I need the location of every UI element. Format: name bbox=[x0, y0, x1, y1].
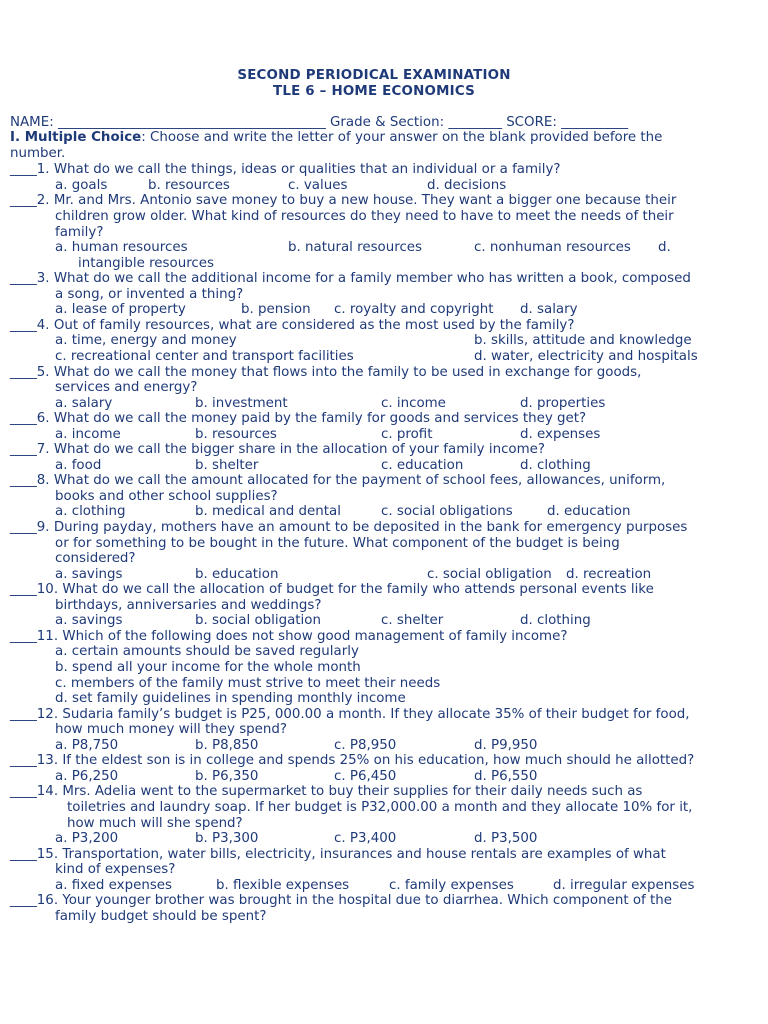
q6-option-a: a. income bbox=[55, 427, 121, 442]
q6-option-c: c. profit bbox=[381, 427, 433, 442]
q10-option-a: a. savings bbox=[55, 613, 123, 628]
q8-option-a: a. clothing bbox=[55, 504, 126, 519]
q2-option-a: a. human resources bbox=[55, 240, 188, 255]
q7-option-c: c. education bbox=[381, 458, 464, 473]
q9-option-d: d. recreation bbox=[566, 567, 652, 582]
q15-option-c: c. family expenses bbox=[389, 878, 514, 893]
question-12-line-2: how much money will they spend? bbox=[55, 722, 288, 737]
q3-option-a: a. lease of property bbox=[55, 302, 186, 317]
section-heading: I. Multiple Choice bbox=[10, 130, 142, 145]
question-6: ____6. What do we call the money paid by the family for goods and services they get? bbox=[10, 411, 587, 426]
question-15: ____15. Transportation, water bills, electricity, insurances and house rentals are examples of what bbox=[10, 847, 666, 862]
q11-option-d: d. set family guidelines in spending monthly income bbox=[55, 691, 406, 706]
q11-option-a: a. certain amounts should be saved regularly bbox=[55, 644, 359, 659]
q10-option-d: d. clothing bbox=[520, 613, 591, 628]
question-14-line-3: how much will she spend? bbox=[67, 816, 243, 831]
question-16: ____16. Your younger brother was brought in the hospital due to diarrhea. Which component of the bbox=[10, 893, 672, 908]
question-5: ____5. What do we call the money that flows into the family to be used in exchange for goods, bbox=[10, 365, 642, 380]
q9-option-a: a. savings bbox=[55, 567, 123, 582]
q14-option-b: b. P3,300 bbox=[195, 831, 259, 846]
q12-option-b: b. P8,850 bbox=[195, 738, 259, 753]
question-3: ____3. What do we call the additional income for a family member who has written a book, composed bbox=[10, 271, 691, 286]
q12-option-c: c. P8,950 bbox=[334, 738, 397, 753]
exam-subject: TLE 6 – HOME ECONOMICS bbox=[273, 84, 475, 99]
score-label: SCORE: __________ bbox=[506, 115, 629, 130]
q3-option-c: c. royalty and copyright bbox=[334, 302, 494, 317]
q7-option-a: a. food bbox=[55, 458, 102, 473]
q1-option-d: d. decisions bbox=[427, 178, 507, 193]
name-field-label: NAME: ________________________________________ bbox=[10, 115, 326, 130]
q1-option-c: c. values bbox=[288, 178, 348, 193]
section-instructions: : Choose and write the letter of your answer on the blank provided before the bbox=[141, 130, 663, 145]
q10-option-c: c. shelter bbox=[381, 613, 444, 628]
question-8: ____8. What do we call the amount allocated for the payment of school fees, allowances, uniform, bbox=[10, 473, 666, 488]
question-14-line-2: toiletries and laundry soap. If her budget is P32,000.00 a month and they allocate 10% for it, bbox=[67, 800, 693, 815]
q13-option-a: a. P6,250 bbox=[55, 769, 119, 784]
question-2: ____2. Mr. and Mrs. Antonio save money to buy a new house. They want a bigger one because their bbox=[10, 193, 677, 208]
q4-option-b: b. skills, attitude and knowledge bbox=[474, 333, 692, 348]
question-12: ____12. Sudaria family’s budget is P25, 000.00 a month. If they allocate 35% of their budget for food, bbox=[10, 707, 690, 722]
q1-option-a: a. goals bbox=[55, 178, 108, 193]
question-11: ____11. Which of the following does not show good management of family income? bbox=[10, 629, 568, 644]
q5-option-d: d. properties bbox=[520, 396, 606, 411]
q6-option-b: b. resources bbox=[195, 427, 277, 442]
q13-option-d: d. P6,550 bbox=[474, 769, 538, 784]
q3-option-b: b. pension bbox=[241, 302, 311, 317]
q2-option-d-text: intangible resources bbox=[78, 256, 214, 271]
q8-option-c: c. social obligations bbox=[381, 504, 513, 519]
q15-option-d: d. irregular expenses bbox=[553, 878, 695, 893]
section-instructions-cont: number. bbox=[10, 146, 66, 161]
q1-option-b: b. resources bbox=[148, 178, 230, 193]
question-4: ____4. Out of family resources, what are considered as the most used by the family? bbox=[10, 318, 575, 333]
q6-option-d: d. expenses bbox=[520, 427, 601, 442]
q3-option-d: d. salary bbox=[520, 302, 578, 317]
question-9-line-2: or for something to be bought in the future. What component of the budget is being bbox=[55, 536, 620, 551]
question-9-line-3: considered? bbox=[55, 551, 136, 566]
q12-option-d: d. P9,950 bbox=[474, 738, 538, 753]
q15-option-a: a. fixed expenses bbox=[55, 878, 173, 893]
question-10: ____10. What do we call the allocation of budget for the family who attends personal events like bbox=[10, 582, 654, 597]
question-5-line-2: services and energy? bbox=[55, 380, 198, 395]
question-15-line-2: kind of expenses? bbox=[55, 862, 176, 877]
q7-option-d: d. clothing bbox=[520, 458, 591, 473]
student-info-row bbox=[10, 115, 628, 131]
question-8-line-2: books and other school supplies? bbox=[55, 489, 278, 504]
q13-option-b: b. P6,350 bbox=[195, 769, 259, 784]
question-14: ____14. Mrs. Adelia went to the supermarket to buy their supplies for their daily needs such as bbox=[10, 784, 643, 799]
question-7: ____7. What do we call the bigger share in the allocation of your family income? bbox=[10, 442, 546, 457]
q8-option-b: b. medical and dental bbox=[195, 504, 341, 519]
q9-option-b: b. education bbox=[195, 567, 279, 582]
question-10-line-2: birthdays, anniversaries and weddings? bbox=[55, 598, 322, 613]
q15-option-b: b. flexible expenses bbox=[216, 878, 350, 893]
question-1: ____1. What do we call the things, ideas or qualities that an individual or a family? bbox=[10, 162, 561, 177]
question-2-line-3: family? bbox=[55, 225, 104, 240]
question-9: ____9. During payday, mothers have an amount to be deposited in the bank for emergency purposes bbox=[10, 520, 688, 535]
exam-title: SECOND PERIODICAL EXAMINATION bbox=[237, 68, 511, 83]
grade-section-label: Grade & Section: ________ bbox=[330, 115, 502, 130]
q14-option-d: d. P3,500 bbox=[474, 831, 538, 846]
q5-option-c: c. income bbox=[381, 396, 446, 411]
q4-option-c: c. recreational center and transport facilities bbox=[55, 349, 354, 364]
q14-option-a: a. P3,200 bbox=[55, 831, 119, 846]
q4-option-d: d. water, electricity and hospitals bbox=[474, 349, 698, 364]
q7-option-b: b. shelter bbox=[195, 458, 259, 473]
q9-option-c: c. social obligation bbox=[427, 567, 552, 582]
q5-option-b: b. investment bbox=[195, 396, 288, 411]
q10-option-b: b. social obligation bbox=[195, 613, 321, 628]
section-heading-row bbox=[10, 130, 662, 146]
q2-option-c: c. nonhuman resources bbox=[474, 240, 631, 255]
q13-option-c: c. P6,450 bbox=[334, 769, 397, 784]
question-3-line-2: a song, or invented a thing? bbox=[55, 287, 244, 302]
q12-option-a: a. P8,750 bbox=[55, 738, 119, 753]
question-16-line-2: family budget should be spent? bbox=[55, 909, 267, 924]
question-13: ____13. If the eldest son is in college and spends 25% on his education, how much should he allotted? bbox=[10, 753, 695, 768]
q14-option-c: c. P3,400 bbox=[334, 831, 397, 846]
q5-option-a: a. salary bbox=[55, 396, 113, 411]
q2-option-b: b. natural resources bbox=[288, 240, 423, 255]
question-2-line-2: children grow older. What kind of resources do they need to have to meet the needs of their bbox=[55, 209, 674, 224]
q4-option-a: a. time, energy and money bbox=[55, 333, 237, 348]
q2-option-d: d. bbox=[658, 240, 671, 255]
q11-option-b: b. spend all your income for the whole month bbox=[55, 660, 361, 675]
q8-option-d: d. education bbox=[547, 504, 631, 519]
q11-option-c: c. members of the family must strive to meet their needs bbox=[55, 676, 441, 691]
